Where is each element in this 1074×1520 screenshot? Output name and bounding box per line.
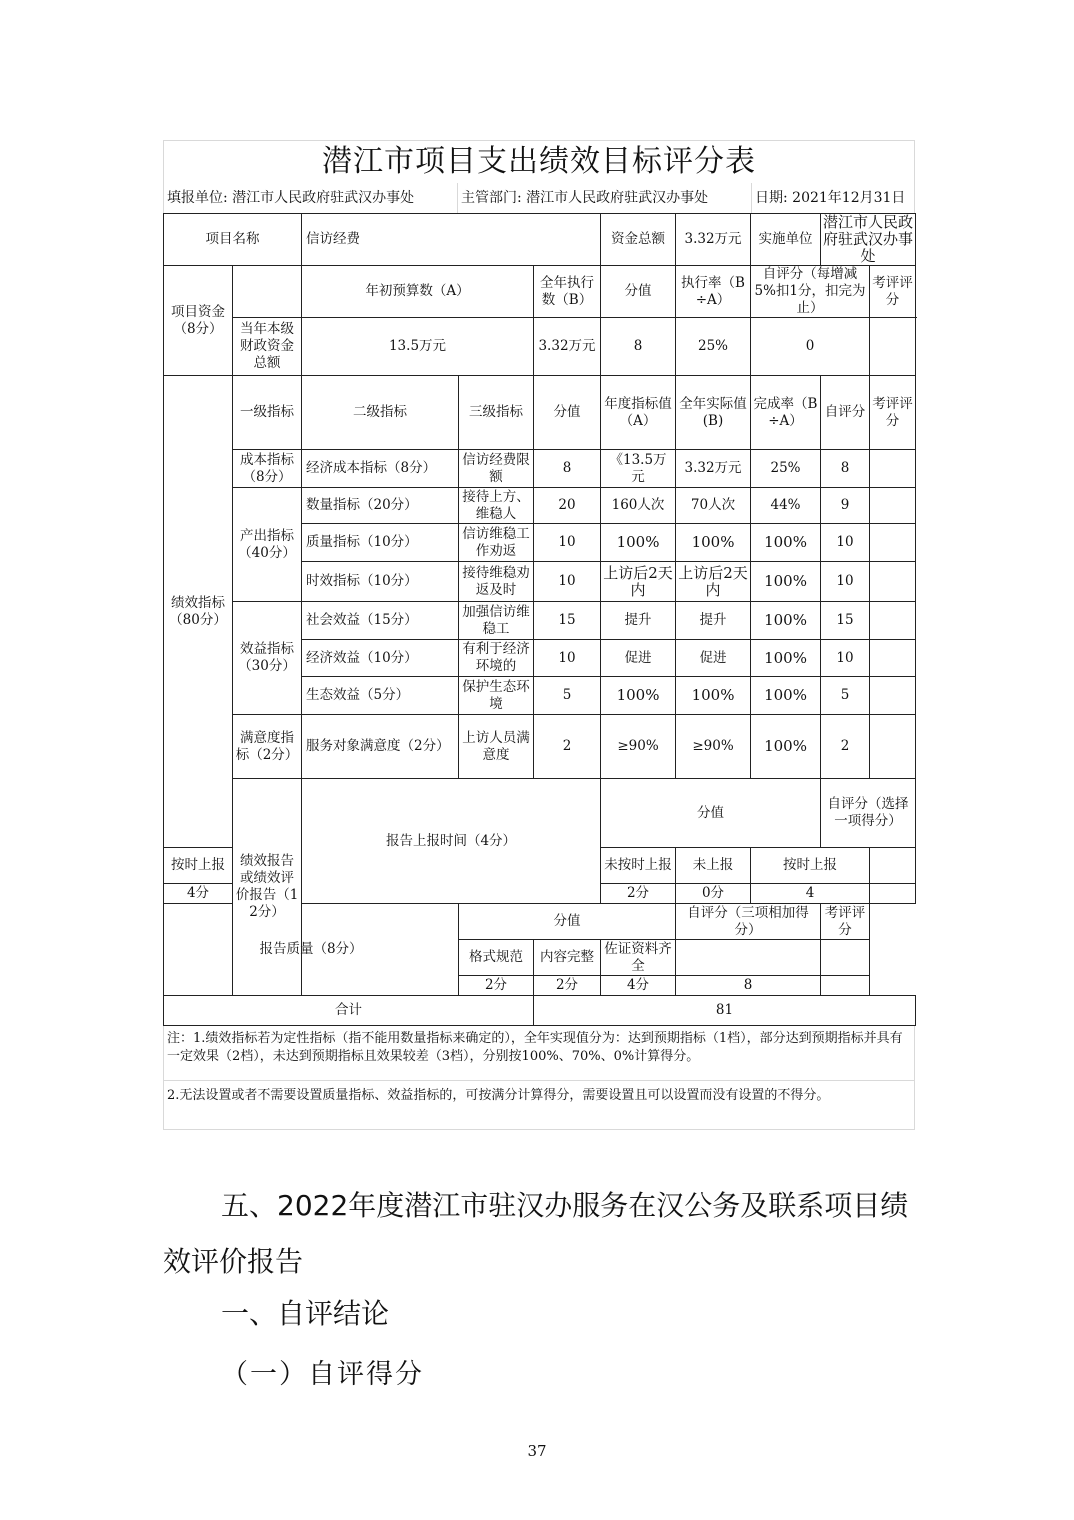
row-target: 《13.5万元 (601, 450, 676, 488)
row-target: 100% (601, 524, 676, 562)
row-actual: 70人次 (676, 488, 751, 524)
row-review (870, 677, 916, 715)
perf-h-l3: 三级指标 (459, 376, 534, 450)
row-rate: 100% (751, 677, 821, 715)
group-output: 产出指标（40分） (233, 488, 302, 602)
score-sheet (163, 140, 915, 1130)
funds-data-row (164, 318, 916, 376)
quality-review-blank (821, 940, 870, 976)
row-target: 160人次 (601, 488, 676, 524)
opt-on-time: 按时上报 (164, 848, 233, 884)
time-score: 4 (751, 884, 870, 904)
row-l3: 接待维稳劝返及时 (459, 562, 534, 602)
selected-option: 按时上报 (751, 848, 870, 884)
row-rate: 100% (751, 524, 821, 562)
section-title-line-2: 效评价报告 (163, 1245, 304, 1278)
q-format: 格式规范 (459, 940, 534, 976)
row-l3: 信访经费限额 (459, 450, 534, 488)
score-table (163, 213, 916, 1026)
perf-section-label: 绩效指标（80分） (164, 376, 233, 848)
row-score: 20 (534, 488, 601, 524)
report-section-label: 绩效报告或绩效评价报告（12分） (233, 779, 302, 996)
funds-exec: 3.32万元 (534, 318, 601, 376)
time-review-2 (870, 884, 916, 904)
report-h-self-one: 自评分（选择一项得分） (821, 779, 916, 848)
heading-self-conclusion: 一、自评结论 (221, 1297, 390, 1330)
report-time-header-row (164, 779, 916, 848)
funds-rate: 25% (676, 318, 751, 376)
row-l2: 经济效益（10分） (302, 640, 459, 677)
filler-unit: 填报单位: 潜江市人民政府驻武汉办事处 (164, 183, 458, 213)
project-name-label: 项目名称 (164, 214, 302, 266)
row-self: 2 (821, 715, 870, 779)
row-self: 10 (821, 562, 870, 602)
report-quality-label: 报告质量（8分） (164, 904, 459, 996)
row-actual: 促进 (676, 640, 751, 677)
row-score: 10 (534, 640, 601, 677)
impl-unit-value: 潜江市人民政府驻武汉办事处 (821, 214, 916, 266)
project-name-value: 信访经费 (302, 214, 601, 266)
row-actual: 100% (676, 524, 751, 562)
funds-h-score: 分值 (601, 266, 676, 318)
perf-h-self: 自评分 (821, 376, 870, 450)
report-date: 日期: 2021年12月31日 (755, 190, 906, 206)
table-row (164, 602, 916, 640)
row-target: 提升 (601, 602, 676, 640)
row-self: 15 (821, 602, 870, 640)
pts-evidence: 4分 (601, 976, 676, 996)
row-l3: 信访维稳工作劝返 (459, 524, 534, 562)
perf-h-l2: 二级指标 (302, 376, 459, 450)
row-score: 10 (534, 524, 601, 562)
row-review (870, 715, 916, 779)
pts-on-time: 4分 (164, 884, 233, 904)
row-l3: 接待上方、维稳人 (459, 488, 534, 524)
note-2: 2.无法设置或者不需要设置质量指标、效益指标的，可按满分计算得分，需要设置且可以设置而没有设置的不得分。 (167, 1088, 830, 1103)
row-score: 2 (534, 715, 601, 779)
row-l2: 服务对象满意度（2分） (302, 715, 459, 779)
row-review (870, 524, 916, 562)
row-review (870, 562, 916, 602)
row-rate: 100% (751, 640, 821, 677)
pts-format: 2分 (459, 976, 534, 996)
table-row (164, 450, 916, 488)
time-review (870, 848, 916, 884)
funds-h-exec: 全年执行数（B） (534, 266, 601, 318)
row-review (870, 450, 916, 488)
row-actual: 提升 (676, 602, 751, 640)
q-evidence: 佐证资料齐全 (601, 940, 676, 976)
quality-h-review: 考评评分 (821, 904, 870, 940)
row-score: 8 (534, 450, 601, 488)
funds-score: 8 (601, 318, 676, 376)
supervising-dept: 主管部门: 潜江市人民政府驻武汉办事处 (458, 183, 752, 213)
row-self: 10 (821, 524, 870, 562)
row-l2: 社会效益（15分） (302, 602, 459, 640)
fund-total-label: 资金总额 (601, 214, 676, 266)
row-self: 5 (821, 677, 870, 715)
funds-section-label: 项目资金（8分） (164, 266, 233, 376)
total-row (164, 996, 916, 1026)
funds-blank-cell (233, 266, 302, 318)
row-actual: 3.32万元 (676, 450, 751, 488)
funds-self: 0 (751, 318, 870, 376)
total-label: 合计 (164, 996, 534, 1026)
row-review (870, 602, 916, 640)
note-1: 注：1.绩效指标若为定性指标（指不能用数量指标来确定的），全年实现值分为：达到预期指标（1档），部分达到预期指标并具有一定效果（2档），未达到预期指标且效果较差（3档），分别按100%、70%、0%计算得分。 (164, 1026, 914, 1081)
funds-header-row (164, 266, 916, 318)
quality-h-score: 分值 (459, 904, 676, 940)
heading-self-score: （一）自评得分 (221, 1359, 424, 1390)
perf-h-target: 年度指标值（A） (601, 376, 676, 450)
row-l3: 有利于经济环境的 (459, 640, 534, 677)
perf-h-l1: 一级指标 (233, 376, 302, 450)
perf-header-row (164, 376, 916, 450)
table-title: 潜江市项目支出绩效目标评分表 (163, 140, 915, 183)
table-row (164, 488, 916, 524)
table-notes (163, 1026, 915, 1130)
row-actual: 100% (676, 677, 751, 715)
row-score: 5 (534, 677, 601, 715)
funds-review (870, 318, 916, 376)
funds-budget: 13.5万元 (302, 318, 534, 376)
funds-h-rate: 执行率（B÷A） (676, 266, 751, 318)
row-self: 10 (821, 640, 870, 677)
total-value: 81 (534, 996, 916, 1026)
section-title (163, 1178, 915, 1290)
row-l2: 时效指标（10分） (302, 562, 459, 602)
pts-content: 2分 (534, 976, 601, 996)
row-rate: 100% (751, 562, 821, 602)
pts-late: 2分 (601, 884, 676, 904)
funds-row-label: 当年本级财政资金总额 (233, 318, 302, 376)
perf-h-score: 分值 (534, 376, 601, 450)
row-score: 15 (534, 602, 601, 640)
row-self: 8 (821, 450, 870, 488)
row-rate: 44% (751, 488, 821, 524)
group-satisfaction: 满意度指标（2分） (233, 715, 302, 779)
report-h-score: 分值 (601, 779, 821, 848)
perf-h-actual: 全年实际值(B) (676, 376, 751, 450)
row-target: 促进 (601, 640, 676, 677)
project-row (164, 214, 916, 266)
opt-none: 未上报 (676, 848, 751, 884)
row-self: 9 (821, 488, 870, 524)
section-title-line-1: 五、2022年度潜江市驻汉办服务在汉公务及联系项目绩 (221, 1189, 909, 1222)
row-review (870, 488, 916, 524)
row-l2: 数量指标（20分） (302, 488, 459, 524)
quality-self-blank (676, 940, 821, 976)
row-review (870, 640, 916, 677)
quality-h-self: 自评分（三项相加得分） (676, 904, 821, 940)
row-l2: 经济成本指标（8分） (302, 450, 459, 488)
info-row (163, 183, 915, 213)
perf-h-rate: 完成率（B÷A） (751, 376, 821, 450)
q-content: 内容完整 (534, 940, 601, 976)
row-actual: 上访后2天内 (676, 562, 751, 602)
row-l2: 生态效益（5分） (302, 677, 459, 715)
funds-h-budget: 年初预算数（A） (302, 266, 534, 318)
row-l3: 保护生态环境 (459, 677, 534, 715)
pts-none: 0分 (676, 884, 751, 904)
group-benefit: 效益指标（30分） (233, 602, 302, 715)
opt-late: 未按时上报 (601, 848, 676, 884)
row-rate: 25% (751, 450, 821, 488)
impl-unit-label: 实施单位 (751, 214, 821, 266)
row-l3: 加强信访维稳工 (459, 602, 534, 640)
row-actual: ≥90% (676, 715, 751, 779)
funds-h-self: 自评分（每增减5%扣1分，扣完为止） (751, 266, 870, 318)
funds-h-review: 考评评分 (870, 266, 916, 318)
row-score: 10 (534, 562, 601, 602)
row-rate: 100% (751, 715, 821, 779)
quality-score: 8 (676, 976, 821, 996)
row-target: 100% (601, 677, 676, 715)
perf-h-review: 考评评分 (870, 376, 916, 450)
row-l3: 上访人员满意度 (459, 715, 534, 779)
group-cost: 成本指标（8分） (233, 450, 302, 488)
row-target: 上访后2天内 (601, 562, 676, 602)
page-number: 37 (527, 1442, 547, 1460)
fund-total-value: 3.32万元 (676, 214, 751, 266)
report-time-label: 报告上报时间（4分） (302, 779, 601, 904)
table-row (164, 715, 916, 779)
row-l2: 质量指标（10分） (302, 524, 459, 562)
quality-review (821, 976, 870, 996)
row-target: ≥90% (601, 715, 676, 779)
row-rate: 100% (751, 602, 821, 640)
